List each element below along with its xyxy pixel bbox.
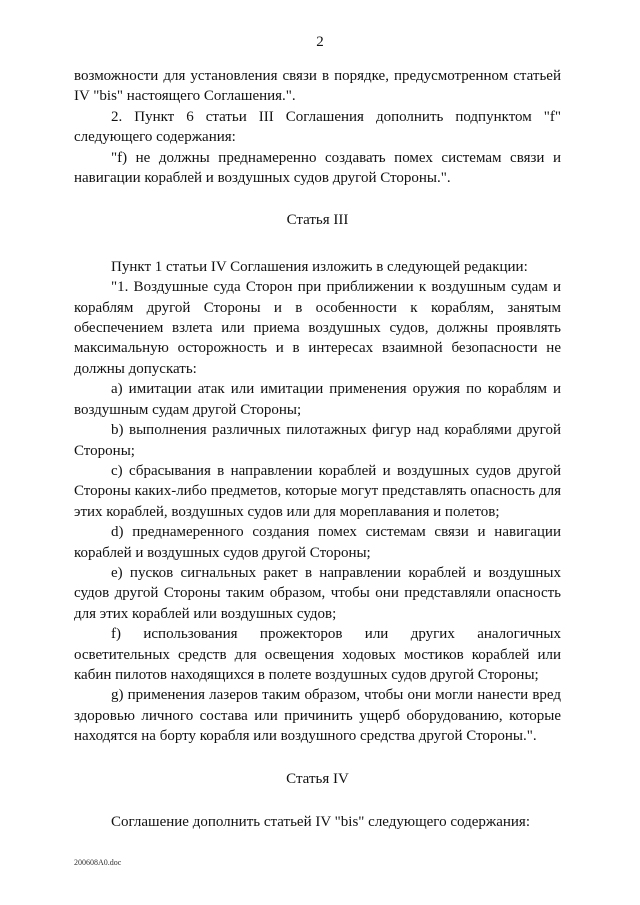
article-3-item-d: d) преднамеренного создания помех системам связи и навигации кораблей и воздушных судов другой Стороны; [74,524,561,561]
article-3-heading: Статья III [286,212,349,229]
article-4-intro: Соглашение дополнить статьей IV "bis" следующего содержания: [111,814,530,830]
footer-file-code: 200608A0.doc [74,858,122,867]
paragraph-continuation: возможности для установления связи в порядке, предусмотренном статьей IV "bis" настоящего Соглашения.". [74,68,561,105]
paragraph-point-2: 2. Пункт 6 статьи III Соглашения дополнить подпунктом "f" следующего содержания: [74,108,561,146]
article-3-main-paragraph: "1. Воздушные суда Сторон при приближении к воздушным судам и кораблям другой Стороны и в особенности к кораблям, занятым обеспечением взлета или приема воздушных судов, должны проявлять максимальную осторожность и в интересах взаимной безопасности не должны допускать: [74,279,561,377]
article-3-intro: Пункт 1 статьи IV Соглашения изложить в следующей редакции: [111,258,528,275]
page-number: 2 [316,34,324,50]
article-3-item-a: a) имитации атак или имитации применения оружия по кораблям и воздушным судам другой Стороны; [74,381,561,418]
paragraph-subpoint-f: "f) не должны преднамеренно создавать помех системам связи и навигации кораблей и воздушных судов другой Стороны.". [74,149,561,187]
article-3-item-f: f) использования прожекторов или других аналогичных осветительных средств для освещения ходовых мостиков кораблей или кабин пилотов находящихся в полете воздушных судов другой Стороны; [74,626,561,683]
article-3-item-c: c) сбрасывания в направлении кораблей и воздушных судов другой Стороны каких-либо предметов, которые могут представлять опасность для этих кораблей, воздушных судов или для мореплавания и полетов; [74,462,561,520]
article-4-heading: Статья IV [286,770,349,787]
article-3-item-e: e) пусков сигнальных ракет в направлении кораблей и воздушных судов другой Стороны таким образом, чтобы они представляли опасность для этих кораблей или воздушных судов; [74,564,561,622]
article-3-item-g: g) применения лазеров таким образом, чтобы они могли нанести вред здоровью личного состава или причинить ущерб оборудованию, которые находятся на борту корабля или воздушного средства другой Стороны.". [74,687,561,745]
article-3-item-b: b) выполнения различных пилотажных фигур над кораблями другой Стороны; [74,422,561,459]
document-body [74,66,561,832]
